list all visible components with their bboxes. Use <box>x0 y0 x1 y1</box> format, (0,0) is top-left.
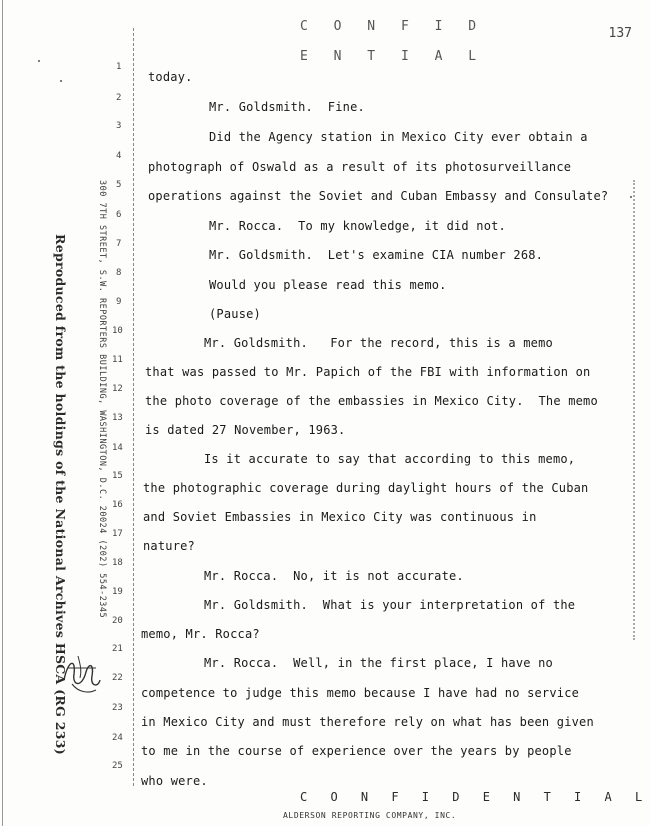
line-number: 25 <box>112 761 123 771</box>
transcript-line: who were. <box>141 774 208 788</box>
line-number: 15 <box>112 471 123 481</box>
line-number: 23 <box>112 703 123 713</box>
transcript-line: Would you please read this memo. <box>209 278 447 292</box>
transcript-line: Did the Agency station in Mexico City ever obtain a <box>209 130 588 144</box>
header-confidential: C O N F I D E N T I A L <box>300 19 486 64</box>
transcript-line: and Soviet Embassies in Mexico City was continuous in <box>143 510 537 524</box>
line-number: 12 <box>112 384 123 394</box>
transcript-line: to me in the course of experience over the years by people <box>141 744 572 758</box>
line-number: 14 <box>112 443 123 453</box>
transcript-line: Mr. Rocca. Well, in the first place, I have no <box>204 656 553 670</box>
page-edge-dots <box>633 180 635 640</box>
transcript-line: nature? <box>143 539 195 553</box>
handwritten-initials <box>58 650 104 696</box>
line-number: 19 <box>112 587 123 597</box>
line-number: 10 <box>112 326 123 336</box>
line-number: 13 <box>112 413 123 423</box>
line-number: 21 <box>112 644 123 654</box>
transcript-line: that was passed to Mr. Papich of the FBI with information on <box>145 365 591 379</box>
speck <box>630 196 632 198</box>
line-number: 11 <box>112 355 123 365</box>
line-number: 5 <box>116 180 122 190</box>
transcript-line: the photo coverage of the embassies in Mexico City. The memo <box>145 394 598 408</box>
line-number: 20 <box>112 616 123 626</box>
transcript-line: photograph of Oswald as a result of its photosurveillance <box>148 160 572 174</box>
transcript-line: is dated 27 November, 1963. <box>145 423 346 437</box>
line-number: 2 <box>116 93 122 103</box>
archive-reproduction-note: Reproduced from the holdings of the National Archives HSCA (RG 233) <box>53 234 68 755</box>
line-number: 4 <box>116 151 122 161</box>
transcript-line: Mr. Rocca. To my knowledge, it did not. <box>209 219 506 233</box>
transcript-line: Mr. Goldsmith. What is your interpretation of the <box>204 598 576 612</box>
transcript-line: today. <box>148 70 193 84</box>
transcript-line: operations against the Soviet and Cuban Embassy and Consulate? <box>148 189 609 203</box>
line-number: 18 <box>112 558 123 568</box>
transcript-line: Mr. Goldsmith. Fine. <box>209 100 365 114</box>
transcript-line: memo, Mr. Rocca? <box>141 627 260 641</box>
line-number: 7 <box>116 239 122 249</box>
transcript-line: Mr. Goldsmith. Let's examine CIA number 268. <box>209 248 544 262</box>
line-number: 1 <box>116 62 122 72</box>
page-number: 137 <box>608 26 632 41</box>
line-number: 3 <box>116 121 122 131</box>
speck <box>38 60 40 62</box>
line-number: 22 <box>112 673 123 683</box>
reporting-company: ALDERSON REPORTING COMPANY, INC. <box>283 811 457 820</box>
line-number: 6 <box>116 210 122 220</box>
transcript-line: in Mexico City and must therefore rely on what has been given <box>141 715 594 729</box>
line-number: 9 <box>116 297 122 307</box>
line-number: 8 <box>116 268 122 278</box>
transcript-line: Mr. Goldsmith. For the record, this is a memo <box>204 336 553 350</box>
line-number: 16 <box>112 500 123 510</box>
transcript-line: competence to judge this memo because I have had no service <box>141 686 580 700</box>
line-number: 17 <box>112 529 123 539</box>
margin-rule <box>133 28 134 786</box>
reporter-address: 300 7TH STREET, S.W. REPORTERS BUILDING, WASHINGTON, D.C. 20024 (202) 554-2345 <box>97 180 107 619</box>
transcript-line: the photographic coverage during daylight hours of the Cuban <box>143 481 589 495</box>
transcript-line: Mr. Rocca. No, it is not accurate. <box>204 569 464 583</box>
footer-confidential: C O N F I D E N T I A L <box>300 790 650 804</box>
speck <box>60 80 62 82</box>
transcript-line: (Pause) <box>209 307 261 321</box>
transcript-line: Is it accurate to say that according to this memo, <box>204 452 576 466</box>
line-number: 24 <box>112 733 123 743</box>
page-edge-line <box>2 0 3 826</box>
